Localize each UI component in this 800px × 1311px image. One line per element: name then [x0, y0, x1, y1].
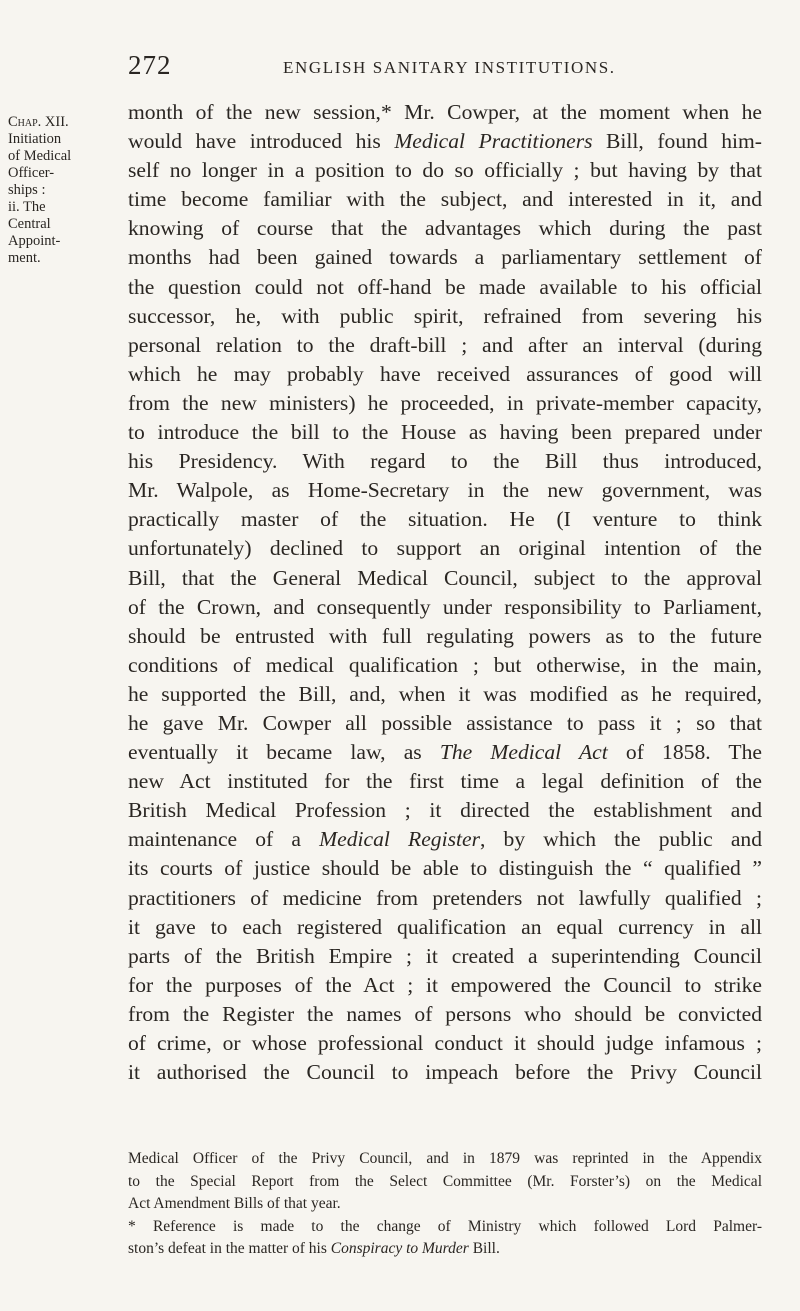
text-line: unfortunately) declined to support an original intention of the [128, 536, 762, 561]
text-line: knowing of course that the advantages which during the past [128, 216, 762, 241]
text-line: the question could not off-hand be made available to his official [128, 274, 762, 299]
text-line: Bill, that the General Medical Council, subject to the approval [128, 565, 762, 590]
text-line: it gave to each registered qualification an equal currency in all [128, 914, 762, 939]
text-line: its courts of justice should be able to distinguish the “ qualified ” [128, 856, 762, 881]
text-line: conditions of medical qualification ; but otherwise, in the main, [128, 652, 762, 677]
text-line: Mr. Walpole, as Home-Secretary in the new government, was [128, 478, 762, 503]
text-line: from the Register the names of persons who should be convicted [128, 1001, 762, 1026]
text-line: to introduce the bill to the House as having been prepared under [128, 420, 762, 445]
text-line: personal relation to the draft-bill ; and after an interval (during [128, 332, 762, 357]
page-header [0, 50, 800, 86]
sidenote-line: Chap. XII. [8, 114, 69, 130]
text-line: from the new ministers) he proceeded, in private-member capacity, [128, 390, 762, 415]
margin-sidenote [8, 114, 118, 267]
text-line: month of the new session,* Mr. Cowper, at the moment when he [128, 100, 762, 124]
running-head: ENGLISH SANITARY INSTITUTIONS. [283, 58, 616, 77]
text-line: of crime, or whose professional conduct it should judge infamous ; [128, 1031, 762, 1055]
text-line: British Medical Profession ; it directed the establishment and [128, 798, 762, 823]
text-line: time become familiar with the subject, and interested in it, and [128, 187, 762, 212]
footnote-line: ston’s defeat in the matter of his Conspiracy to Murder Bill. [128, 1240, 500, 1257]
body-text [128, 98, 762, 1087]
text-line: it authorised the Council to impeach before the Privy Council [128, 1060, 762, 1085]
footnotes [128, 1148, 762, 1261]
text-line: which he may probably have received assurances of good will [128, 361, 762, 386]
text-line: eventually it became law, as The Medical Act of 1858. The [128, 740, 762, 765]
text-line: maintenance of a Medical Register, by which the public and [128, 827, 762, 852]
text-line: he gave Mr. Cowper all possible assistance to pass it ; so that [128, 710, 762, 735]
footnote-line: * Reference is made to the change of Ministry which followed Lord Palmer- [128, 1217, 762, 1235]
sidenote-line: ment. [8, 250, 41, 266]
sidenote-line: Appoint- [8, 233, 61, 249]
text-line: practitioners of medicine from pretenders not lawfully qualified ; [128, 885, 762, 910]
text-line: his Presidency. With regard to the Bill thus introduced, [128, 449, 762, 474]
page-number: 272 [128, 50, 172, 80]
text-line: would have introduced his Medical Practitioners Bill, found him- [128, 129, 762, 154]
sidenote-line: Central [8, 216, 51, 232]
sidenote-line: ships : [8, 182, 46, 198]
text-line: new Act instituted for the first time a legal definition of the [128, 769, 762, 794]
sidenote-line: Initiation [8, 131, 62, 147]
text-line: of the Crown, and consequently under responsibility to Parliament, [128, 594, 762, 619]
sidenote-line: Officer- [8, 165, 55, 181]
text-line: self no longer in a position to do so officially ; but having by that [128, 158, 762, 183]
text-line: parts of the British Empire ; it created a superintending Council [128, 943, 762, 968]
footnote-line: Act Amendment Bills of that year. [128, 1195, 341, 1212]
text-line: successor, he, with public spirit, refrained from severing his [128, 303, 762, 328]
footnote-line: Medical Officer of the Privy Council, and in 1879 was reprinted in the Appendix [128, 1150, 762, 1167]
text-line: he supported the Bill, and, when it was modified as he required, [128, 681, 762, 706]
footnote-line: to the Special Report from the Select Committee (Mr. Forster’s) on the Medical [128, 1172, 762, 1190]
text-line: practically master of the situation. He (I venture to think [128, 507, 762, 532]
sidenote-line: of Medical [8, 148, 72, 164]
sidenote-line: ii. The [8, 199, 46, 215]
text-line: for the purposes of the Act ; it empowered the Council to strike [128, 972, 762, 997]
text-line: should be entrusted with full regulating powers as to the future [128, 623, 762, 648]
text-line: months had been gained towards a parliamentary settlement of [128, 245, 762, 270]
